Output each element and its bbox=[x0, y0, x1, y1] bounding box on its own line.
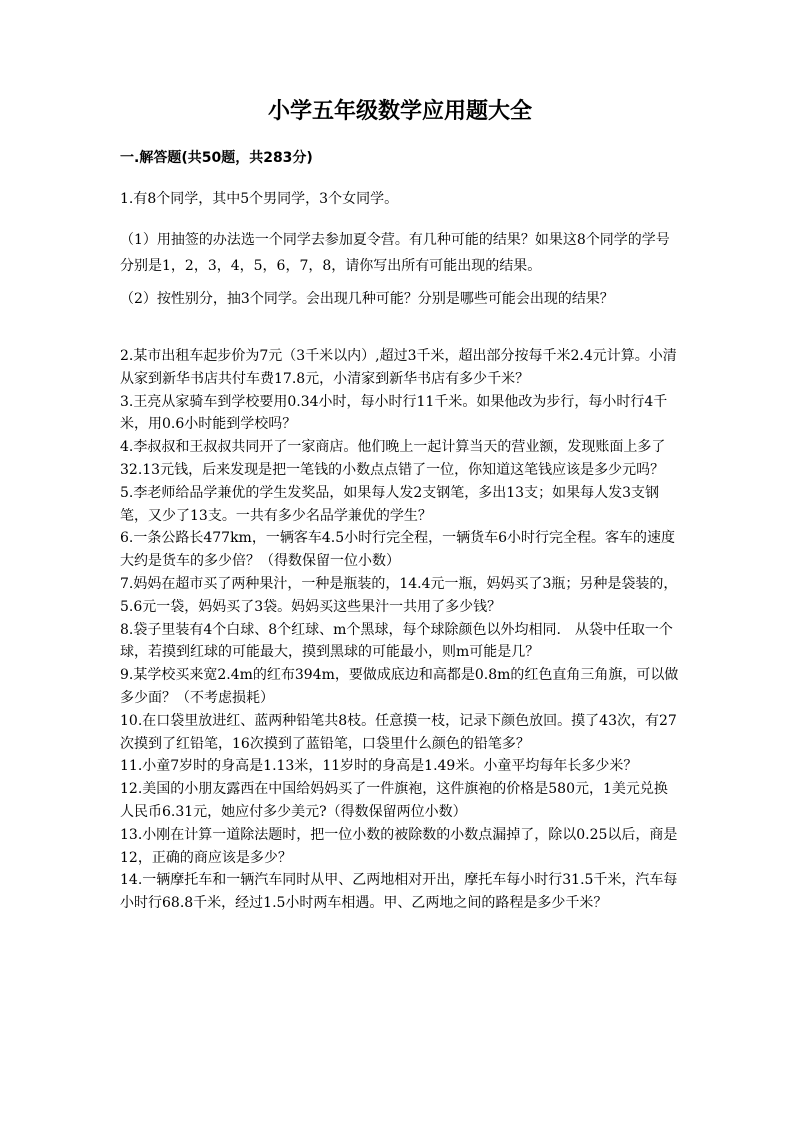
question-item: 11.小童7岁时的身高是1.13米，11岁时的身高是1.49米。小童平均每年长多少米？ bbox=[120, 758, 638, 775]
question-item: 5.李老师给品学兼优的学生发奖品，如果每人发2支钢笔，多出13支；如果每人发3支钢笔，又少了13支。一共有多少名品学兼优的学生？ bbox=[120, 484, 659, 524]
question-1-part-1: （1）用抽签的办法选一个同学去参加夏令营。有几种可能的结果？如果这8个同学的学号分别是1，2，3，4，5，6，7，8，请你写出所有可能出现的结果。 bbox=[120, 232, 670, 274]
document-title: 小学五年级数学应用题大全 bbox=[267, 99, 532, 124]
question-item: 2.某市出租车起步价为7元（3千米以内）,超过3千米，超出部分按每千米2.4元计算。小清从家到新华书店共付车费17.8元，小清家到新华书店有多少千米？ bbox=[120, 348, 677, 387]
question-item: 10.在口袋里放进红、蓝两种铅笔共8枝。任意摸一枝，记录下颜色放回。摸了43次，有27次摸到了红铅笔，16次摸到了蓝铅笔，口袋里什么颜色的铅笔多？ bbox=[120, 712, 677, 752]
question-item: 8.袋子里装有4个白球、8个红球、m个黑球，每个球除颜色以外均相同. 从袋中任取一个球，若摸到红球的可能最大，摸到黑球的可能最小，则m可能是几？ bbox=[120, 621, 673, 661]
question-item: 3.王亮从家骑车到学校要用0.34小时，每小时行11千米。如果他改为步行，每小时行4千米，用0.6小时能到学校吗？ bbox=[120, 393, 668, 433]
question-list bbox=[120, 345, 680, 915]
question-1-part-2: （2）按性别分，抽3个同学。会出现几种可能？分别是哪些可能会出现的结果？ bbox=[120, 291, 614, 307]
question-item: 14.一辆摩托车和一辆汽车同时从甲、乙两地相对开出，摩托车每小时行31.5千米，汽车每小时行68.8千米，经过1.5小时两车相遇。甲、乙两地之间的路程是多少千米？ bbox=[120, 872, 678, 912]
question-item: 13.小刚在计算一道除法题时，把一位小数的被除数的小数点漏掉了，除以0.25以后，商是12，正确的商应该是多少？ bbox=[120, 826, 678, 866]
question-item: 4.李叔叔和王叔叔共同开了一家商店。他们晚上一起计算当天的营业额，发现账面上多了32.13元钱，后来发现是把一笔钱的小数点点错了一位，你知道这笔钱应该是多少元吗？ bbox=[120, 439, 666, 478]
question-item: 12.美国的小朋友露西在中国给妈妈买了一件旗袍，这件旗袍的价格是580元，1美元兑换人民币6.31元，她应付多少美元?（得数保留两位小数） bbox=[120, 781, 668, 820]
question-item: 9.某学校买来宽2.4m的红布394m，要做成底边和高都是0.8m的红色直角三角旗，可以做多少面？（不考虑损耗） bbox=[120, 667, 679, 706]
question-1-stem: 1.有8个同学，其中5个男同学，3个女同学。 bbox=[120, 191, 399, 207]
question-item: 6.一条公路长477km，一辆客车4.5小时行完全程，一辆货车6小时行完全程。客车的速度大约是货车的多少倍？（得数保留一位小数） bbox=[120, 530, 676, 570]
question-item: 7.妈妈在超市买了两种果汁，一种是瓶装的，14.4元一瓶，妈妈买了3瓶；另种是袋装的，5.6元一袋，妈妈买了3袋。妈妈买这些果汁一共用了多少钱？ bbox=[120, 575, 678, 615]
section-heading: 一.解答题(共50题，共283分) bbox=[120, 150, 313, 166]
